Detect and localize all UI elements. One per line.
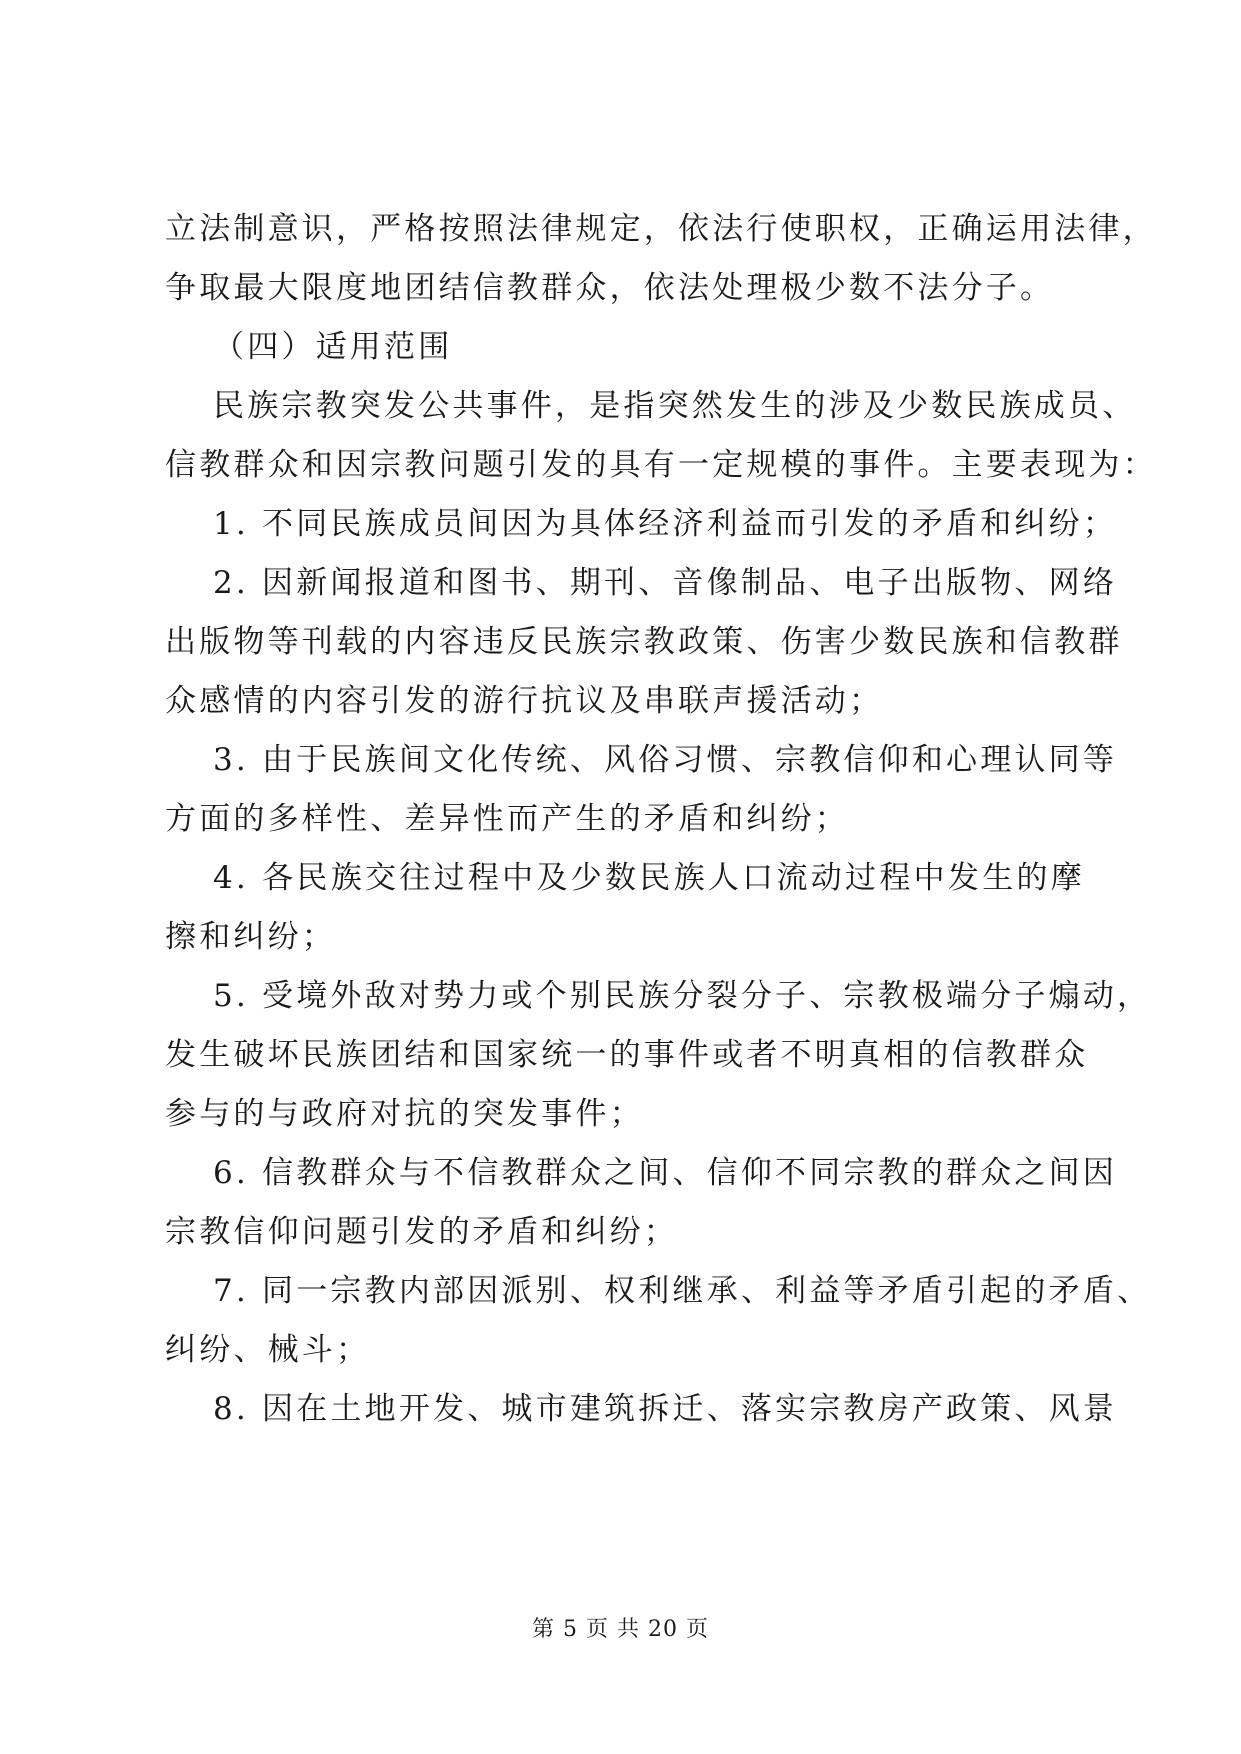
- paragraph-first-line: 民族宗教突发公共事件，是指突然发生的涉及少数民族成员、: [213, 388, 1137, 424]
- text-line: 争取最大限度地团结信教群众，依法处理极少数不法分子。: [165, 270, 1055, 306]
- text-line: 宗教信仰问题引发的矛盾和纠纷；: [165, 1214, 678, 1250]
- list-item-6: 6. 信教群众与不信教群众之间、信仰不同宗教的群众之间因: [213, 1155, 1118, 1191]
- list-item-2: 2. 因新闻报道和图书、期刊、音像制品、电子出版物、网络: [213, 565, 1118, 601]
- text-line: 方面的多样性、差异性而产生的矛盾和纠纷；: [165, 801, 849, 837]
- list-item-4: 4. 各民族交往过程中及少数民族人口流动过程中发生的摩: [213, 860, 1085, 896]
- list-item-3: 3. 由于民族间文化传统、风俗习惯、宗教信仰和心理认同等: [213, 742, 1118, 778]
- list-item-7: 7. 同一宗教内部因派别、权利继承、利益等矛盾引起的矛盾、: [213, 1273, 1152, 1309]
- list-item-8: 8. 因在土地开发、城市建筑拆迁、落实宗教房产政策、风景: [213, 1391, 1118, 1427]
- list-item-5: 5. 受境外敌对势力或个别民族分裂分子、宗教极端分子煽动，: [213, 978, 1152, 1014]
- text-line: 出版物等刊载的内容违反民族宗教政策、伤害少数民族和信教群: [165, 624, 1123, 660]
- text-line: 擦和纠纷；: [165, 919, 336, 955]
- text-line: 立法制意识，严格按照法律规定，依法行使职权，正确运用法律，: [165, 211, 1157, 247]
- page-footer: 第 5 页 共 20 页: [532, 1617, 709, 1642]
- text-line: 参与的与政府对抗的突发事件；: [165, 1096, 644, 1132]
- list-item-1: 1. 不同民族成员间因为具体经济利益而引发的矛盾和纠纷；: [213, 506, 1118, 542]
- text-line: 纠纷、械斗；: [165, 1332, 371, 1368]
- section-heading: （四）适用范围: [213, 329, 453, 365]
- text-line: 信教群众和因宗教问题引发的具有一定规模的事件。主要表现为：: [165, 447, 1157, 483]
- text-line: 发生破坏民族团结和国家统一的事件或者不明真相的信教群众: [165, 1037, 1089, 1073]
- text-line: 众感情的内容引发的游行抗议及串联声援活动；: [165, 683, 884, 719]
